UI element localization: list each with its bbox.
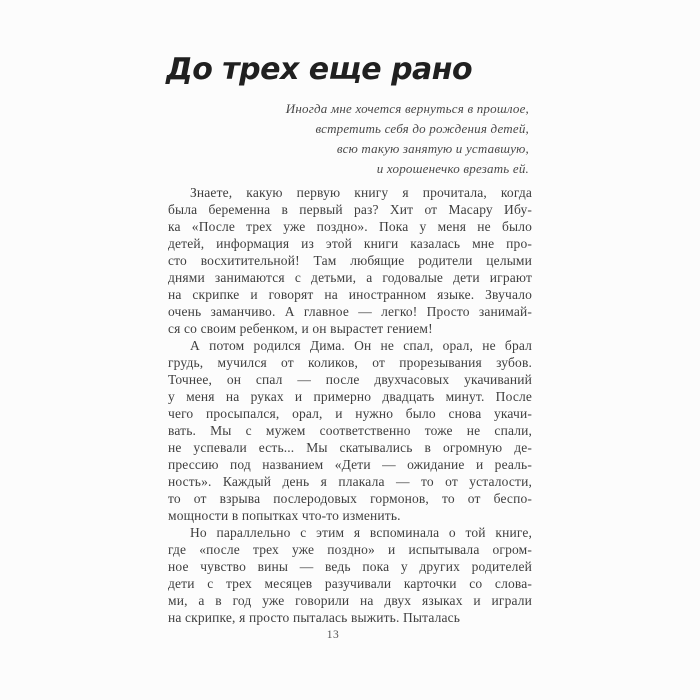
text-line: Знаете, какую первую книгу я прочитала, когда <box>190 185 532 200</box>
text-line: грудь, мучился от коликов, от прорезывания зубов. <box>168 355 532 370</box>
text-line: днями занимаются с детьми, а годовалые дети играют <box>168 270 532 285</box>
text-line: не успевали есть... Мы скатывались в огромную де- <box>168 440 532 455</box>
text-line: ми, а в год уже говорили на двух языках и играли <box>168 593 532 608</box>
text-line: сто восхитительной! Там любящие родители целыми <box>168 253 532 268</box>
text-line: Но параллельно с этим я вспоминала о той книге, <box>190 525 532 540</box>
epigraph-line: всю такую занятую и уставшую, <box>336 141 529 156</box>
epigraph-line: встретить себя до рождения детей, <box>315 121 529 136</box>
text-line: дети с трех месяцев разучивали карточки со слова- <box>168 576 532 591</box>
page-number: 13 <box>326 629 340 641</box>
text-line: прессию под названием «Дети — ожидание и реаль- <box>168 457 532 472</box>
text-line: на скрипке и говорят на иностранном языке. Звучало <box>168 287 532 302</box>
body-text <box>168 184 532 626</box>
text-line: А потом родился Дима. Он не спал, орал, не брал <box>190 338 532 353</box>
text-line: ное чувство вины — ведь пока у других родителей <box>168 559 532 574</box>
text-line: Точнее, он спал — после двухчасовых укачиваний <box>168 372 532 387</box>
text-line: ность». Каждый день я плакала — то от усталости, <box>168 474 532 489</box>
epigraph <box>286 99 529 179</box>
text-line: детей, информация из этой книги казалась мне про- <box>168 236 532 251</box>
chapter-title: До трех еще рано <box>166 52 473 87</box>
text-line: то от взрыва послеродовых гормонов, то от беспо- <box>168 491 532 506</box>
text-line: ся со своим ребенком, и он вырастет гением! <box>168 321 433 336</box>
text-line: где «после трех уже поздно» и испытывала огром- <box>168 542 532 557</box>
text-line: чего просыпался, орал, и нужно было снова укачи- <box>168 406 532 421</box>
text-line: мощности в попытках что-то изменить. <box>168 508 401 523</box>
text-line: вать. Мы с мужем соответственно тоже не спали, <box>168 423 532 438</box>
epigraph-line: и хорошенечко врезать ей. <box>376 161 529 176</box>
epigraph-line: Иногда мне хочется вернуться в прошлое, <box>285 101 529 116</box>
text-line: очень заманчиво. А главное — легко! Просто занимай- <box>168 304 532 319</box>
text-line: ка «После трех уже поздно». Пока у меня не было <box>168 219 532 234</box>
text-line: была беременна в первый раз? Хит от Масару Ибу- <box>168 202 532 217</box>
text-line: у меня на руках и примерно двадцать минут. После <box>168 389 532 404</box>
text-line: на скрипке, я просто пыталась выжить. Пыталась <box>168 610 461 625</box>
